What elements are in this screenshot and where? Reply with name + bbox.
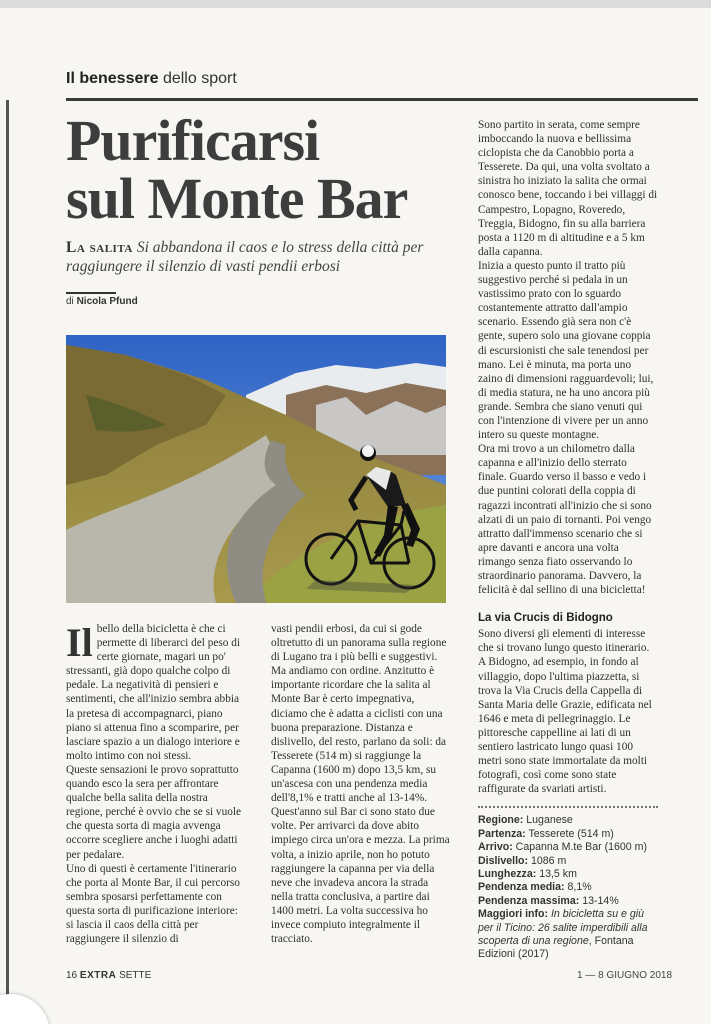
column-2 (271, 622, 450, 946)
col3-paragraph-4: Sono diversi gli elementi di interesse che si trovano lungo questo itinerario. A Bidogno, ad esempio, in fondo al villaggio, dopo l'ultima piazzetta, si trova la Via Crucis della Cappella di Santa Maria delle Grazie, edificata nel 1646 e meta di pellegrinaggio. Le pittoresche cappelline ai lati di un sentiero lastricato lungo quasi 100 metri sono state immortalate da molti fotografi, così come sono state raffigurate da svariati artisti. (478, 628, 652, 796)
column-3 (478, 118, 658, 962)
info-dislivello-label: Dislivello: (478, 854, 529, 867)
info-pendenza-media (478, 881, 658, 894)
footer-date: 1 — 8 GIUGNO 2018 (577, 970, 673, 981)
col1-paragraph-3: Uno di questi è certamente l'itinerario che porta al Monte Bar, il cui percorso sembra sposarsi perfettamente con questa sorta di purificazione interiore: si lascia il caos della città per raggiungere il silenzio di (66, 862, 240, 946)
info-lunghezza-value: 13,5 km (536, 868, 577, 881)
title-line-1: Purificarsi (66, 108, 320, 173)
info-box (478, 814, 658, 961)
info-pmedia-value: 8,1% (564, 881, 592, 894)
title-line-2: sul Monte Bar (66, 166, 408, 231)
info-maggiori-publisher: , Fontana Edizioni (2017) (478, 935, 634, 961)
col2-paragraph-2: Ma andiamo con ordine. Anzitutto è importante ricordare che la salita al Monte Bar è certo impegnativa, diciamo che è adatta a ciclisti con una buona preparazione. Distanza e dislivello, del resto, parlano da soli: da Tesserete (514 m) si raggiunge la Capanna (1600 m) dopo 13,5 km, su un'ascesa con una pendenza media dell'8,1% e tratti anche al 13-14%. (271, 665, 447, 805)
byline-author: Nicola Pfund (76, 296, 138, 307)
section-rule (66, 98, 698, 101)
col1-p1-text: bello della bicicletta è che ci permette di liberarci del peso di certe giornate, magari un po' stressanti, già dopo qualche colpo di pedale. La negatività di pensieri e sentimenti, che all'inizio sembra abbia la pretesa di accompagnarci, piano piano si attenua fino a scomparire, per lasciare spazio a un dialogo interiore e molto intimo con noi stessi. (66, 623, 241, 762)
info-partenza-label: Partenza: (478, 827, 526, 840)
article-deck (66, 238, 461, 276)
col3-paragraph-3: Ora mi trovo a un chilometro dalla capanna e all'inizio dello sterrato finale. Guardo verso il basso e vedo i due puntini colorati della coppia di ragazzi incontrati all'inizio che si sono alzati di un paio di tornanti. Poi vengo attratto dall'immenso scenario che si apre davanti e ancora una volta rimango senza fiato osservando lo straordinario panorama. Davvero, la felicità è dal sellino di una bicicletta! (478, 443, 652, 597)
info-regione-label: Regione: (478, 814, 524, 827)
info-pmax-value: 13-14% (579, 894, 619, 907)
info-regione (478, 814, 658, 827)
col1-paragraph-2: Queste sensazioni le provo soprattutto quando esco la sera per affrontare qualche bella salita della nostra regione, perché è ovvio che se si vuole che questa sorta di magia avvenga occorre scegliere anche i luoghi adatti per pedalare. (66, 763, 242, 861)
page-number: 16 (66, 970, 78, 981)
col3-paragraph-2: Inizia a questo punto il tratto più suggestivo perché si pedala in un vastissimo prato con lo sguardo costantemente attratto dall'ampio scenario. Essendo già sera non c'è gente, supero solo una giovane coppia di escursionisti che sale tenendosi per mano. Lei è minuta, ma porta uno zaino di dimensioni ragguardevoli; lui, di media statura, ne ha uno ancora più grande. Sembra che siano venuti qui con l'intenzione di vivere per un anno intero su queste montagne. (478, 259, 654, 442)
info-lunghezza-label: Lunghezza: (478, 868, 537, 881)
byline-rule (66, 292, 116, 294)
section-header (66, 70, 237, 88)
info-arrivo-value: Capanna M.te Bar (1600 m) (512, 841, 647, 854)
article-title (66, 108, 466, 231)
col1-paragraph-1 (66, 622, 246, 763)
info-dislivello (478, 855, 658, 868)
section-header-rest: dello sport (158, 70, 237, 87)
info-partenza (478, 828, 658, 841)
column-1 (66, 622, 246, 946)
info-regione-value: Luganese (523, 814, 573, 827)
info-arrivo-label: Arrivo: (478, 841, 513, 854)
info-arrivo (478, 841, 658, 854)
info-pmax-label: Pendenza massima: (478, 894, 580, 907)
cyclist-mountain-photo (66, 335, 446, 603)
info-partenza-value: Tesserete (514 m) (525, 827, 614, 840)
info-maggiori-label: Maggiori info: (478, 908, 549, 921)
magazine-brand-2: SETTE (116, 970, 152, 981)
byline (66, 296, 138, 307)
drop-cap: Il (66, 620, 93, 665)
left-margin-rule (6, 100, 9, 1005)
footer-left (66, 970, 151, 981)
byline-prefix: di (66, 296, 77, 307)
deck-kicker: La salita (66, 239, 133, 256)
info-divider (478, 806, 658, 808)
info-dislivello-value: 1086 m (528, 854, 567, 867)
info-pmedia-label: Pendenza media: (478, 881, 565, 894)
article-photo (66, 335, 446, 603)
info-maggiori (478, 908, 658, 962)
info-pendenza-massima (478, 895, 658, 908)
col3-paragraph-1: Sono partito in serata, come sempre imboccando la nuova e bellissima ciclopista che da Canobbio porta a Tesserete. Da qui, una volta svoltato a sinistra ho iniziato la salita che ormai conosco bene, toccando i bei villaggi di Campestro, Lopagno, Roveredo, Treggia, Bidogno, fin su alla barriera posta a 1120 m di altitudine e a 5 km dalla capanna. (478, 119, 658, 258)
magazine-brand: EXTRA (79, 970, 117, 981)
top-strip (0, 0, 711, 8)
info-maggiori-title: In bicicletta su e giù per il Ticino: 26 salite imperdibili alla scoperta di una regione (478, 908, 648, 948)
deck-text: Si abbandona il caos e lo stress della città per raggiungere il silenzio di vasti pendii erbosi (66, 239, 424, 275)
col2-paragraph-1: vasti pendii erbosi, da cui si gode oltretutto di un panorama sulla regione di Lugano tra i più belli e suggestivi. (271, 623, 447, 664)
col2-paragraph-3: Quest'anno sul Bar ci sono stato due volte. Per arrivarci da dove abito impiego circa un'ora e mezza. La prima volta, a inizio aprile, non ho potuto raggiungere la capanna per via della neve che invadeva ancora la strada nella tratta conclusiva, a partire dai 1400 metri. La volta successiva ho invece compiuto integralmente il tracciato. (271, 806, 450, 946)
subheading-via-crucis: La via Crucis di Bidogno (478, 612, 613, 625)
corner-overlay-button[interactable] (0, 994, 50, 1024)
section-header-bold: Il benessere (66, 70, 159, 87)
info-lunghezza (478, 868, 658, 881)
